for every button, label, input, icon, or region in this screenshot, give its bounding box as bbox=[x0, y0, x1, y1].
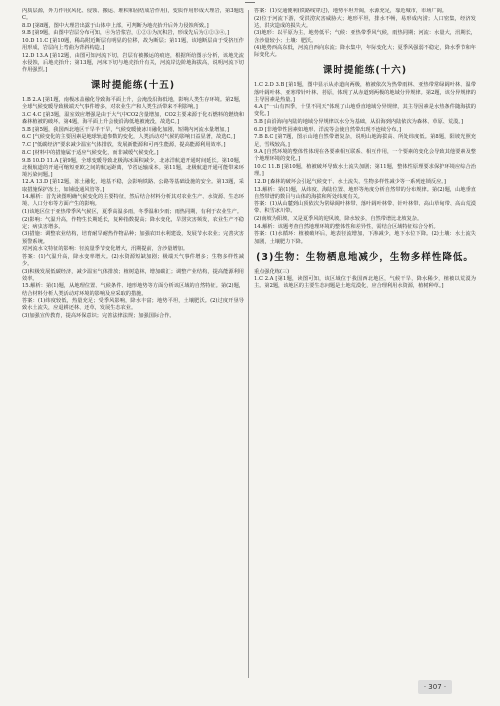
left-paragraph: 15.解析：第(1)题，从地理位置、气候条件、地形地势等方面分析该区域的自然特征。第(2)题，结合材料分析人类活动对环境的影响及应采取的措施。 bbox=[22, 283, 244, 297]
left-paragraph: 9.B 10.D 11.A [第9题，全球变暖导致北极海冰面积减少，北冰洋航道开通时间延长。第10题，北极航道的开通可缩短亚欧之间的航运距离，节省运输成本。第11题，北极航道开通可能带来环境污染问题。] bbox=[22, 157, 244, 178]
right-paragraph: 答案：(1)从山麓到山顶依次为常绿阔叶林带、落叶阔叶林带、针叶林带、高山草甸带、高山荒漠带、积雪冰川带。 bbox=[254, 201, 476, 215]
left-paragraph: 内质层源，外力作用(风化、侵蚀、搬运、堆积和固结成岩作用)，变质作用形成大理岩，第3题选C。 bbox=[22, 8, 244, 22]
left-column bbox=[22, 8, 244, 682]
left-paragraph: 12.D 13.A [第12题，由图可知河流下切，岩层有被搬运的痕迹，根据所给图示分析，该地先流水侵蚀，后地壳抬升；第13题，河床下切与地壳抬升有关，河流岸边阶地海拔高，说明河流下切作用强烈。] bbox=[22, 52, 244, 74]
right-paragraph: 重点强化练(三) bbox=[254, 268, 290, 275]
left-paragraph: (1)该地区位于亚热带季风气候区，夏季高温多雨，冬季温和少雨；雨热同期，有利于农业生产。 bbox=[22, 208, 243, 215]
right-paragraph: 13.解析：第(1)题，从纬度、海陆位置、地形等角度分析自然带的分布规律。第(2)题，山地垂直自然带谱的数目与山体的海拔和所处纬度有关。 bbox=[254, 186, 476, 200]
column-divider bbox=[248, 10, 249, 678]
right-paragraph: 7.B 8.C [第7题，图示山地自然带谱复杂，说明山地海拔高、所处纬度低。第8题，阳坡光照充足，雪线较高。] bbox=[254, 134, 476, 148]
right-paragraph: 1.C 2.D 3.B [第1题，图中显示从赤道向两极，植被依次为热带雨林、亚热带常绿阔叶林、温带落叶阔叶林、亚寒带针叶林、苔原，体现了从赤道到两极的地域分异规律。第2题，该分异规律的主导因素是热量。] bbox=[254, 82, 476, 103]
left-paragraph: (2)影响：气温升高，作物生长期延长，复种指数提高；降水变化，旱涝灾害频发，农业生产不稳定；病虫害增多。 bbox=[22, 216, 244, 230]
right-paragraph: 6.D [非地带性因素如地形、洋流等会使自然带出现不连续分布。] bbox=[254, 126, 402, 133]
left-paragraph: 8.C [材料中的措施属于适应气候变化，而非减缓气候变化。] bbox=[22, 149, 159, 156]
right-paragraph: 14.解析：该题考查自然地理环境的整体性和差异性，需结合区域特征综合分析。 bbox=[254, 223, 439, 230]
left-paragraph: 10.D 11.C [第10题，稀岛附近断层有明显的位移，故为断层；第11题，该地断层由于受挤压作用形成，岩层向上弯曲为背斜构造。] bbox=[22, 38, 244, 52]
section-title: 课时提能练(十五) bbox=[90, 80, 176, 92]
left-paragraph: 1.B 2.A [第1题，南极冰盖融化导致海平面上升，会淹没沿海低地，影响人类生存环境。第2题，全球气候变暖导致极端天气事件增多，对农业生产和人类生活带来不利影响。] bbox=[22, 97, 244, 111]
right-paragraph: 4.A ["一山有四季，十里不同天"体现了山地垂直地域分异规律，其主导因素是水热条件随海拔的变化。] bbox=[254, 104, 476, 118]
left-paragraph: 7.C ["低碳经济"要求减少温室气体排放，发展新能源和可再生能源，提高能源利用效率。] bbox=[22, 142, 226, 149]
section-title: 课时提能练(十六) bbox=[322, 65, 408, 77]
right-paragraph: 5.B [由沿海向内陆的地域分异规律以水分为基础，从沿海到内陆依次为森林、草原、荒漠。] bbox=[254, 119, 463, 126]
right-paragraph: 9.A [自然环境的整体性体现在各要素相互联系、相互作用，一个要素的变化会导致其他要素及整个地理环境的变化。] bbox=[254, 149, 476, 163]
right-paragraph: 答案：(1)交通便利(铁路线穿过)，地势平坦开阔，水源充足，靠近城市，市场广阔。 bbox=[254, 8, 447, 14]
left-paragraph: 5.B [第5题，我国西北地区干旱半干旱，气候变暖使冰川融化加剧，短期内河流水量增加。] bbox=[22, 126, 230, 133]
left-paragraph: 14.解析：首先读图明确气候变化的主要特征，然后结合材料分析其对农业生产、水资源、生态环境、人口分布等方面产生的影响。 bbox=[22, 194, 244, 208]
right-paragraph: 10.C 11.B [第10题，植被破坏导致水土流失加剧；第11题，整体性原理要求保护环境应综合治理。] bbox=[254, 164, 476, 178]
left-paragraph: 9.B [第9题，由图中岩层分布可知，④为岩浆岩，①②③为沉积岩，形成先后为①②③④。] bbox=[22, 30, 230, 37]
top-mark bbox=[245, 2, 255, 3]
right-paragraph: 12.D [森林的破坏会引起气候变干、水土流失、生物多样性减少等一系列连锁反应。] bbox=[254, 178, 446, 185]
left-paragraph: 12.A 13.D [第12题，冻土融化，地基不稳，会影响铁路、公路等基础设施的安全。第13题，采取措施保护冻土，如铺设通风管等。] bbox=[22, 179, 244, 193]
page-number: · 307 · bbox=[418, 680, 452, 694]
left-paragraph: (3)积极发展低碳经济，减少温室气体排放；植树造林，增加碳汇；调整产业结构，提高能源利用效率。 bbox=[22, 268, 244, 282]
right-paragraph: (3)地形：以平原为主，地势低平；气候：亚热带季风气候，雨热同期；河流：水量大，汛期长，含沙量较小；土壤：肥沃。 bbox=[254, 30, 476, 44]
left-paragraph: 8.D [第8题，图中大理岩出露于山体中上部，可判断为地壳抬升后外力侵蚀所致。] bbox=[22, 22, 209, 29]
right-paragraph: (2)位于河流下游，受洪涝灾害威胁大；地形平坦，排水不畅，易形成内涝；人口密集，经济发达，洪灾造成的损失大。 bbox=[254, 15, 476, 29]
left-paragraph: 对河流水文特征的影响：径流量季节变化增大，汛期提前，含沙量增加。 bbox=[22, 246, 189, 253]
section-title: (3)生物：生物栖息地减少，生物多样性降低。 bbox=[256, 251, 474, 263]
left-paragraph: 3.C 4.C [第3题，温室效应增强是由于大气中CO2含量增加，CO2主要来源于化石燃料的燃烧和森林植被的破坏。第4题，海平面上升会使沿海低地被淹没，故选C。] bbox=[22, 112, 244, 126]
right-paragraph: (4)地势西高东低，河流自西向东流；降水集中，年际变化大；夏季风强弱不稳定，降水季节和年际变化大。 bbox=[254, 45, 476, 59]
right-paragraph: 答案：(1)水循环：植被破坏后，地表径流增加，下渗减少，地下水位下降。(2)土壤：水土流失加剧，土壤肥力下降。 bbox=[254, 231, 476, 245]
right-paragraph: 1.C 2.A [第1题，读图可知，该区域位于我国西北地区，气候干旱，降水稀少，植被以荒漠为主。第2题，该地区的主要生态问题是土地荒漠化，应合理利用水资源，植树种草。] bbox=[254, 276, 476, 290]
left-paragraph: 6.C [气候变化的主要因素是地球轨道参数的变化，人类活动对气候的影响日益显著，故选C。] bbox=[22, 134, 236, 141]
left-paragraph: (3)加强宣传教育，提高环保意识；完善法律法规；加强国际合作。 bbox=[22, 313, 175, 320]
right-paragraph: (2)南坡为阳坡，又是夏季风的迎风坡，降水较多，自然带谱比北坡复杂。 bbox=[254, 216, 423, 223]
left-paragraph: 答案：(1)纬度较低，热量充足；受季风影响，降水丰富；地势平坦，土壤肥沃。(2)过度开垦导致水土流失，应退耕还林、还草，发展生态农业。 bbox=[22, 298, 244, 312]
left-paragraph: 答案：(1)气温升高，降水变率增大。(2)水资源短缺加剧；极端天气事件增多；生物多样性减少。 bbox=[22, 253, 244, 267]
right-column bbox=[254, 8, 476, 682]
left-paragraph: (3)措施：调整农业结构，培育耐旱耐热作物品种；加强农田水利建设，发展节水农业；完善灾害预警系统。 bbox=[22, 231, 244, 245]
